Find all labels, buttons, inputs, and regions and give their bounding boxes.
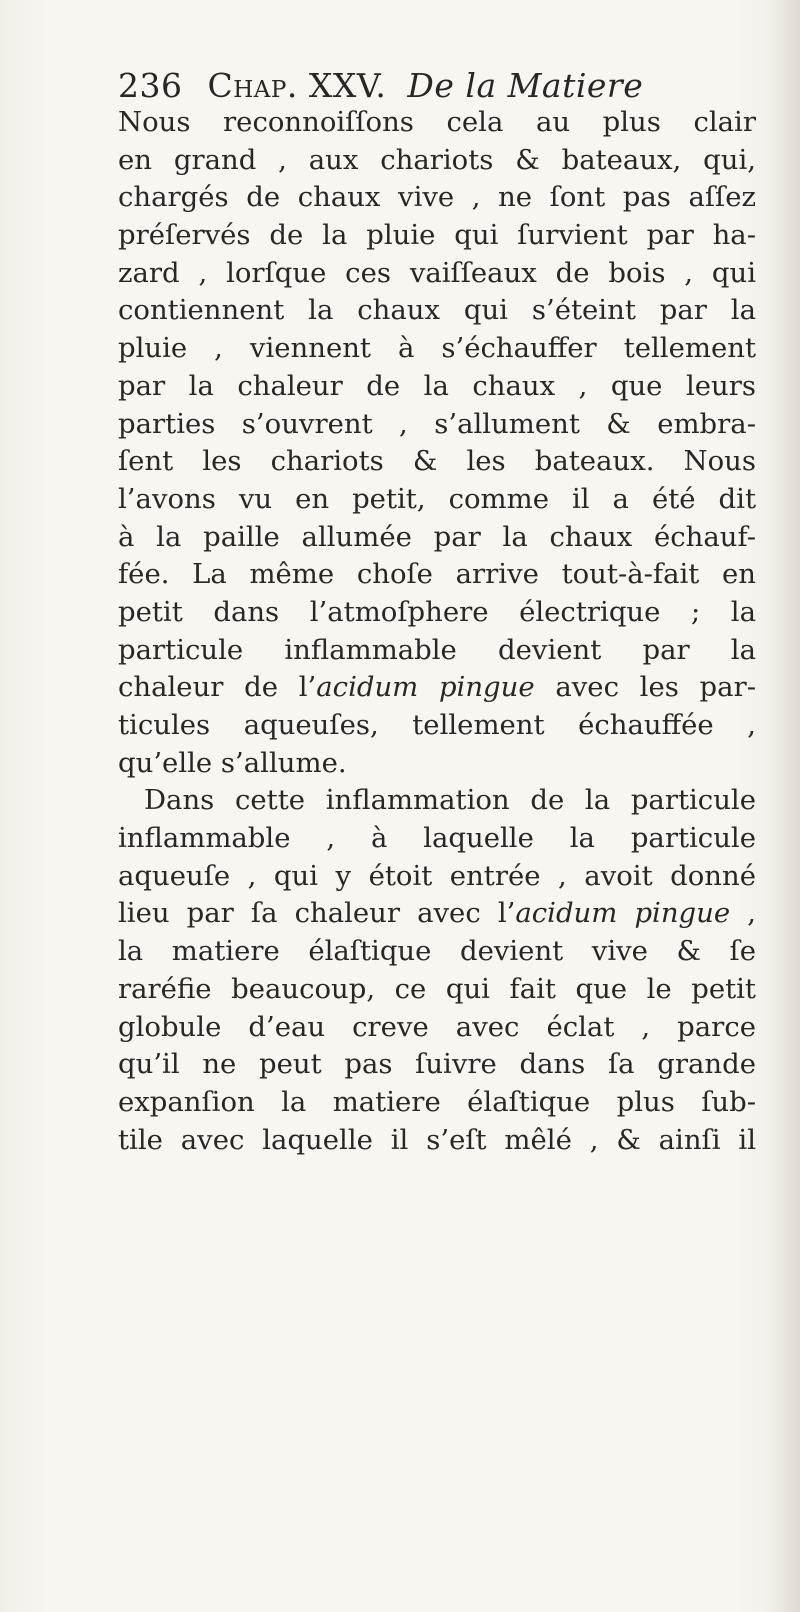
text-line [118,179,756,217]
text-segment: particule inflammable devient par la [118,633,756,666]
text-line [118,142,756,180]
text-segment: ticules aqueuſes, tellement échauffée , [118,709,756,741]
text-line [118,820,756,858]
text-segment: , [730,897,756,930]
text-line [118,406,756,444]
text-segment: la matiere élaſtique devient vive & ſe [118,935,756,968]
text-line [118,1122,756,1160]
text-line [118,1046,756,1084]
text-segment: inflammable , à laquelle la particule [118,822,756,855]
text-line [118,292,756,330]
text-segment: préſervés de la pluie qui ſurvient par ha- [118,219,756,252]
text-line [118,255,756,293]
text-line [118,594,756,632]
page-edge-shadow [770,0,800,1612]
text-line [118,519,756,557]
text-line [118,1084,756,1122]
text-segment: aqueuſe , qui y étoit entrée , avoit donné [118,859,756,892]
text-line [118,745,756,783]
text-segment: à la paille allumée par la chaux échauf- [118,520,756,553]
text-segment: ſent les chariots & les bateaux. Nous [118,445,756,478]
text-segment: petit dans l’atmoſphere électrique ; la [118,595,756,628]
italic-phrase: acidum pingue [515,897,731,930]
text-segment: fée. La même choſe arrive tout-à-fait en [118,558,756,591]
chapter-title: De la Matiere [407,66,644,105]
text-line [118,1009,756,1047]
text-segment: en grand , aux chariots & bateaux, qui, [118,143,756,176]
text-line [118,368,756,406]
text-segment: avec les par- [534,671,756,704]
text-segment: Nous reconnoiſſons cela au plus clair [118,106,756,138]
chapter-label: Chap. XXV. [207,66,387,105]
text-segment: parties s’ouvrent , s’allument & embra- [118,407,756,440]
text-line [118,669,756,707]
text-line [118,933,756,971]
text-segment: chargés de chaux vive , ne ſont pas aſſez [118,181,756,214]
text-line [118,217,756,255]
text-segment: qu’elle s’allume. [118,746,347,779]
text-segment: contiennent la chaux qui s’éteint par la [118,294,756,327]
text-line [118,632,756,670]
text-segment: qu’il ne peut pas ſuivre dans ſa grande [118,1048,756,1081]
text-segment: lieu par ſa chaleur avec l’ [118,897,516,930]
text-segment: pluie , viennent à s’échauffer tellement [118,332,756,365]
italic-phrase: acidum pingue [316,671,535,704]
text-segment: chaleur de l’ [118,671,317,704]
text-line [118,443,756,481]
text-segment: tile avec laquelle il s’eſt mêlé , & ainſi il [118,1123,756,1156]
body-text [118,104,756,1159]
text-line [118,330,756,368]
text-line [118,971,756,1009]
text-line [118,707,756,745]
text-segment: globule d’eau creve avec éclat , parce [118,1010,756,1043]
text-line [118,858,756,896]
text-segment: Dans cette inflammation de la particule [144,784,756,817]
text-line [118,104,756,142]
page-number: 236 [118,66,183,105]
text-line [118,481,756,519]
text-line [118,782,756,820]
text-line [118,556,756,594]
text-segment: par la chaleur de la chaux , que leurs [118,369,756,402]
text-segment: expanſion la matiere élaſtique plus ſub- [118,1085,756,1118]
running-header [118,66,643,105]
text-line [118,895,756,933]
text-segment: l’avons vu en petit, comme il a été dit [118,482,756,515]
text-segment: zard , lorſque ces vaiſſeaux de bois , qui [118,256,756,289]
text-segment: raréfie beaucoup, ce qui fait que le petit [118,972,756,1005]
